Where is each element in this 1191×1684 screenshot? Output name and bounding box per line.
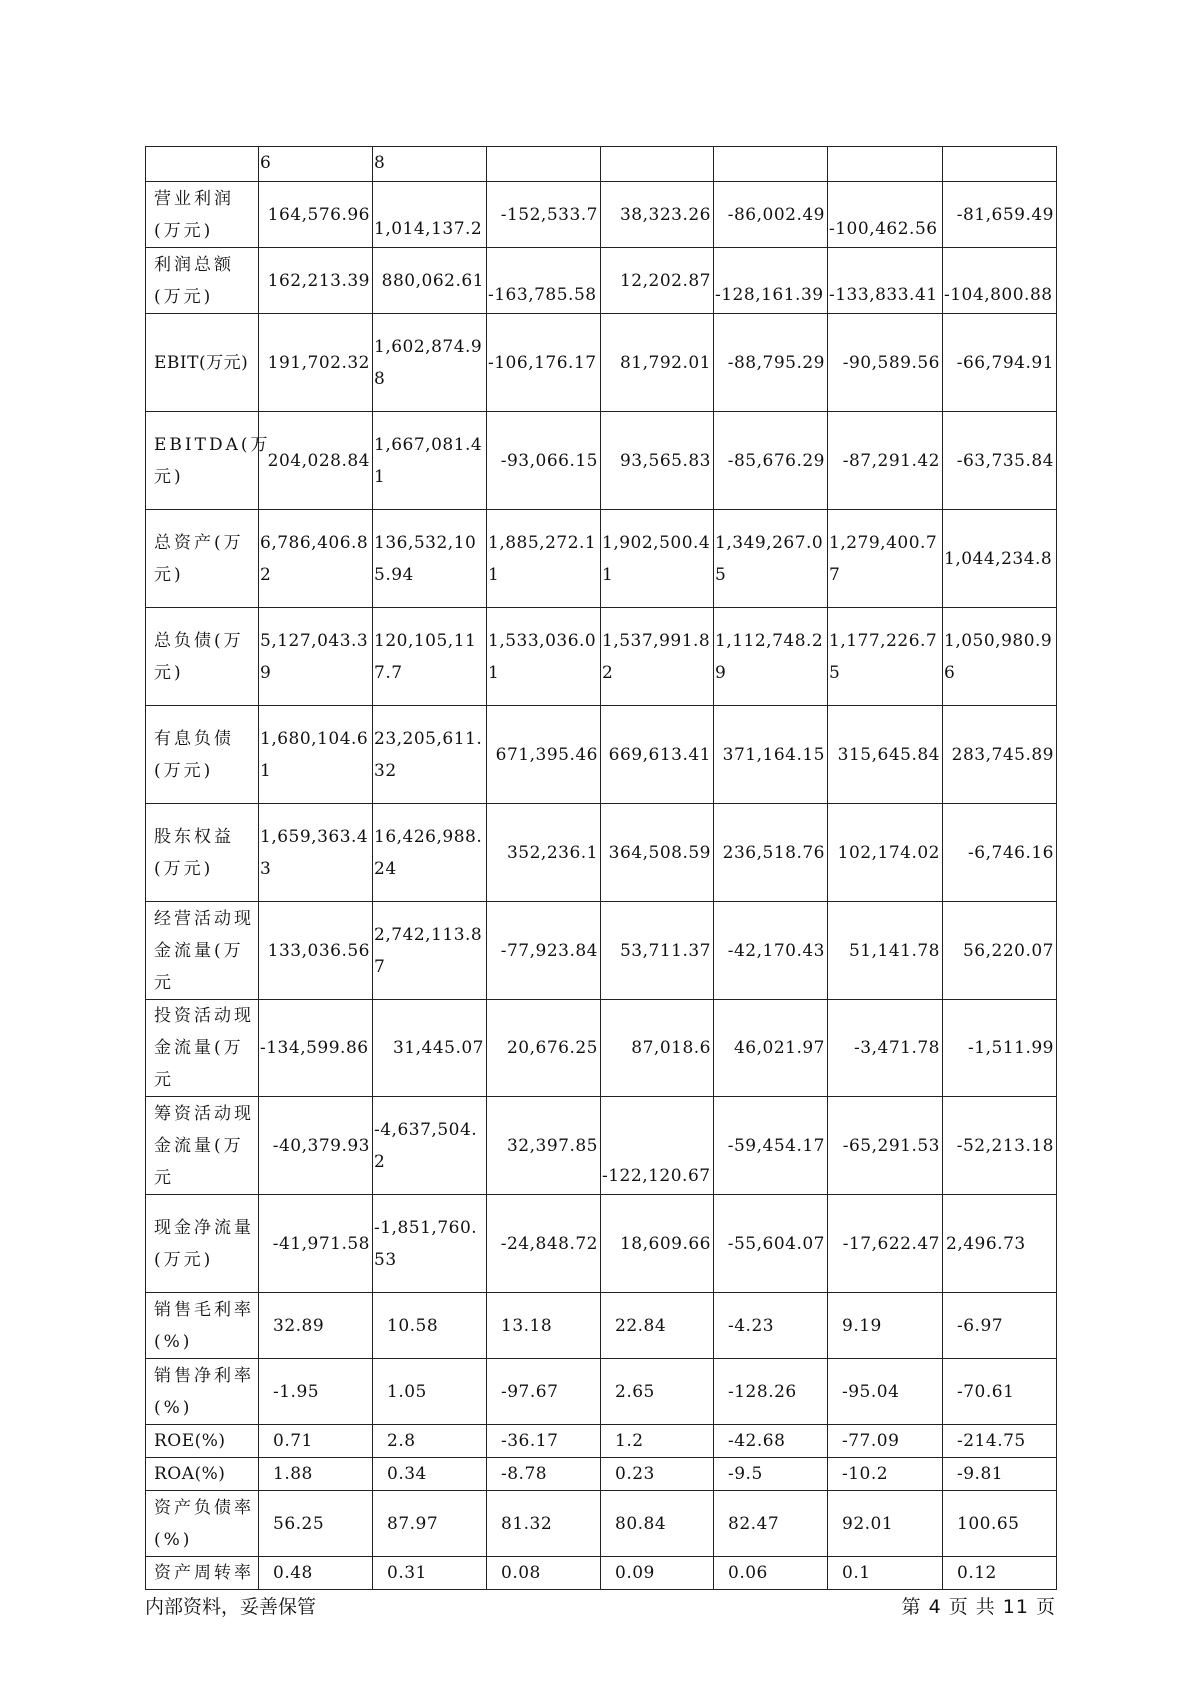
table-row [146, 1491, 1057, 1557]
table-cell: 53,711.37 [601, 902, 714, 1000]
table-cell: 1.2 [601, 1425, 714, 1458]
table-row [146, 248, 1057, 314]
table-cell: 1.05 [373, 1359, 487, 1425]
table-cell: 1,533,036.01 [487, 608, 601, 706]
table-cell: -10.2 [828, 1458, 943, 1491]
table-cell: -128.26 [714, 1359, 828, 1425]
table-cell: 23,205,611.32 [373, 706, 487, 804]
table-cell: 880,062.61 [373, 248, 487, 314]
table-cell: 283,745.89 [943, 706, 1057, 804]
table-cell: -70.61 [943, 1359, 1057, 1425]
table-cell: -59,454.17 [714, 1097, 828, 1195]
table-cell: -36.17 [487, 1425, 601, 1458]
table-cell: 81,792.01 [601, 314, 714, 412]
table-cell: -41,971.58 [259, 1195, 373, 1293]
table-cell: 51,141.78 [828, 902, 943, 1000]
table-cell: 352,236.1 [487, 804, 601, 902]
table-cell: -86,002.49 [714, 182, 828, 248]
row-label: ROA(%) [146, 1458, 259, 1491]
table-cell: 1,602,874.98 [373, 314, 487, 412]
table-cell: -9.5 [714, 1458, 828, 1491]
table-cell: 18,609.66 [601, 1195, 714, 1293]
table-cell: -88,795.29 [714, 314, 828, 412]
table-cell: 364,508.59 [601, 804, 714, 902]
table-cell: 0.08 [487, 1557, 601, 1590]
table-cell: -55,604.07 [714, 1195, 828, 1293]
table-cell: 32,397.85 [487, 1097, 601, 1195]
table-cell: 82.47 [714, 1491, 828, 1557]
table-cell: -42.68 [714, 1425, 828, 1458]
table-cell: 0.1 [828, 1557, 943, 1590]
table-cell: -3,471.78 [828, 1000, 943, 1097]
row-label: 股东权益(万元) [146, 804, 259, 902]
table-cell: 80.84 [601, 1491, 714, 1557]
table-cell: -1,851,760.53 [373, 1195, 487, 1293]
table-row [146, 902, 1057, 1000]
row-label: 销售净利率(%) [146, 1359, 259, 1425]
table-row [146, 1097, 1057, 1195]
table-cell: 1,050,980.96 [943, 608, 1057, 706]
table-cell: 13.18 [487, 1293, 601, 1359]
table-cell: 87,018.6 [601, 1000, 714, 1097]
table-row [146, 1293, 1057, 1359]
table-cell: -81,659.49 [943, 182, 1057, 248]
table-cell: 315,645.84 [828, 706, 943, 804]
footer-page-number: 第 4 页 共 11 页 [901, 1596, 1056, 1618]
table-cell: 0.23 [601, 1458, 714, 1491]
table-cell: 2.8 [373, 1425, 487, 1458]
table-row [146, 1195, 1057, 1293]
table-cell: 1,349,267.05 [714, 510, 828, 608]
table-row [146, 1458, 1057, 1491]
table-cell: 1,902,500.41 [601, 510, 714, 608]
table-cell [828, 147, 943, 182]
table-cell: 671,395.46 [487, 706, 601, 804]
table-row [146, 1000, 1057, 1097]
table-cell: -152,533.7 [487, 182, 601, 248]
table-cell: 16,426,988.24 [373, 804, 487, 902]
table-cell: 0.12 [943, 1557, 1057, 1590]
table-cell: 22.84 [601, 1293, 714, 1359]
row-label: 经营活动现金流量(万元 [146, 902, 259, 1000]
table-cell: -66,794.91 [943, 314, 1057, 412]
row-label: 总负债(万元) [146, 608, 259, 706]
table-cell: -17,622.47 [828, 1195, 943, 1293]
table-cell [943, 147, 1057, 182]
row-label: 筹资活动现金流量(万元 [146, 1097, 259, 1195]
table-row [146, 1557, 1057, 1590]
table-cell: 120,105,117.7 [373, 608, 487, 706]
table-cell: 0.31 [373, 1557, 487, 1590]
table-cell: 1,112,748.29 [714, 608, 828, 706]
row-label: 营业利润(万元) [146, 182, 259, 248]
footer-confidential-note: 内部资料，妥善保管 [145, 1596, 317, 1618]
row-label: 销售毛利率(%) [146, 1293, 259, 1359]
table-row [146, 147, 1057, 182]
table-cell: -106,176.17 [487, 314, 601, 412]
table-cell: -77,923.84 [487, 902, 601, 1000]
table-cell: 6 [259, 147, 373, 182]
table-cell: 1,537,991.82 [601, 608, 714, 706]
row-label: 资产负债率(%) [146, 1491, 259, 1557]
table-cell: -40,379.93 [259, 1097, 373, 1195]
table-cell: 6,786,406.82 [259, 510, 373, 608]
table-cell: -100,462.56 [828, 182, 943, 248]
financial-data-table [145, 146, 1057, 1590]
table-cell: 56,220.07 [943, 902, 1057, 1000]
table-row [146, 706, 1057, 804]
table-cell: 2.65 [601, 1359, 714, 1425]
row-label: 利润总额(万元) [146, 248, 259, 314]
row-label [146, 147, 259, 182]
table-cell: 102,174.02 [828, 804, 943, 902]
table-cell: -8.78 [487, 1458, 601, 1491]
table-cell: 2,496.73 [943, 1195, 1057, 1293]
row-label: 有息负债(万元) [146, 706, 259, 804]
table-cell: -95.04 [828, 1359, 943, 1425]
table-cell: -97.67 [487, 1359, 601, 1425]
table-cell: 20,676.25 [487, 1000, 601, 1097]
row-label: 资产周转率 [146, 1557, 259, 1590]
table-cell: 93,565.83 [601, 412, 714, 510]
table-cell: 32.89 [259, 1293, 373, 1359]
table-cell: 204,028.84 [259, 412, 373, 510]
table-cell: -122,120.67 [601, 1097, 714, 1195]
table-cell: 1,177,226.75 [828, 608, 943, 706]
table-cell: -42,170.43 [714, 902, 828, 1000]
table-cell: 191,702.32 [259, 314, 373, 412]
table-row [146, 1359, 1057, 1425]
table-cell: -134,599.86 [259, 1000, 373, 1097]
table-cell: 92.01 [828, 1491, 943, 1557]
row-label: 投资活动现金流量(万元 [146, 1000, 259, 1097]
table-cell: 81.32 [487, 1491, 601, 1557]
table-cell: -93,066.15 [487, 412, 601, 510]
row-label: 总资产(万元) [146, 510, 259, 608]
table-cell: 9.19 [828, 1293, 943, 1359]
table-cell: -1.95 [259, 1359, 373, 1425]
table-cell: 1,680,104.61 [259, 706, 373, 804]
table-cell: -65,291.53 [828, 1097, 943, 1195]
row-label: 现金净流量(万元) [146, 1195, 259, 1293]
table-cell: 5,127,043.39 [259, 608, 373, 706]
table-cell: 12,202.87 [601, 248, 714, 314]
table-cell: 100.65 [943, 1491, 1057, 1557]
table-cell: 2,742,113.87 [373, 902, 487, 1000]
table-cell: -4,637,504.2 [373, 1097, 487, 1195]
table-row [146, 182, 1057, 248]
table-cell: 371,164.15 [714, 706, 828, 804]
table-cell: -104,800.88 [943, 248, 1057, 314]
table-cell: 1,659,363.43 [259, 804, 373, 902]
table-cell: -214.75 [943, 1425, 1057, 1458]
row-label: EBITDA(万元) [146, 412, 259, 510]
table-cell: 46,021.97 [714, 1000, 828, 1097]
table-cell: 0.09 [601, 1557, 714, 1590]
table-cell: 164,576.96 [259, 182, 373, 248]
table-row [146, 608, 1057, 706]
table-cell: 0.48 [259, 1557, 373, 1590]
table-cell: 1,044,234.8 [943, 510, 1057, 608]
table-cell: 8 [373, 147, 487, 182]
table-row [146, 412, 1057, 510]
table-cell: 87.97 [373, 1491, 487, 1557]
table-cell: 10.58 [373, 1293, 487, 1359]
table-cell: -1,511.99 [943, 1000, 1057, 1097]
table-cell: -133,833.41 [828, 248, 943, 314]
table-cell: -52,213.18 [943, 1097, 1057, 1195]
table-row [146, 314, 1057, 412]
table-cell: 1,014,137.2 [373, 182, 487, 248]
table-row [146, 510, 1057, 608]
table-cell: 669,613.41 [601, 706, 714, 804]
table-cell: 56.25 [259, 1491, 373, 1557]
table-cell: 1,885,272.11 [487, 510, 601, 608]
table-row [146, 804, 1057, 902]
table-cell: 133,036.56 [259, 902, 373, 1000]
table-cell: -24,848.72 [487, 1195, 601, 1293]
table-cell: 236,518.76 [714, 804, 828, 902]
table-cell: 162,213.39 [259, 248, 373, 314]
table-cell: -9.81 [943, 1458, 1057, 1491]
table-cell: -6.97 [943, 1293, 1057, 1359]
table-cell: 0.34 [373, 1458, 487, 1491]
table-cell: -6,746.16 [943, 804, 1057, 902]
table-cell: -4.23 [714, 1293, 828, 1359]
table-cell: 1.88 [259, 1458, 373, 1491]
table-cell: -77.09 [828, 1425, 943, 1458]
table-cell: 0.71 [259, 1425, 373, 1458]
table-cell: 136,532,105.94 [373, 510, 487, 608]
table-cell: 1,667,081.41 [373, 412, 487, 510]
table-cell: -163,785.58 [487, 248, 601, 314]
table-row [146, 1425, 1057, 1458]
table-cell: 0.06 [714, 1557, 828, 1590]
table-cell: 1,279,400.77 [828, 510, 943, 608]
row-label: ROE(%) [146, 1425, 259, 1458]
table-cell: 38,323.26 [601, 182, 714, 248]
table-cell: -85,676.29 [714, 412, 828, 510]
table-cell [601, 147, 714, 182]
table-cell [487, 147, 601, 182]
table-cell: -87,291.42 [828, 412, 943, 510]
row-label: EBIT(万元) [146, 314, 259, 412]
table-cell [714, 147, 828, 182]
table-cell: -128,161.39 [714, 248, 828, 314]
table-cell: 31,445.07 [373, 1000, 487, 1097]
table-cell: -63,735.84 [943, 412, 1057, 510]
table-cell: -90,589.56 [828, 314, 943, 412]
